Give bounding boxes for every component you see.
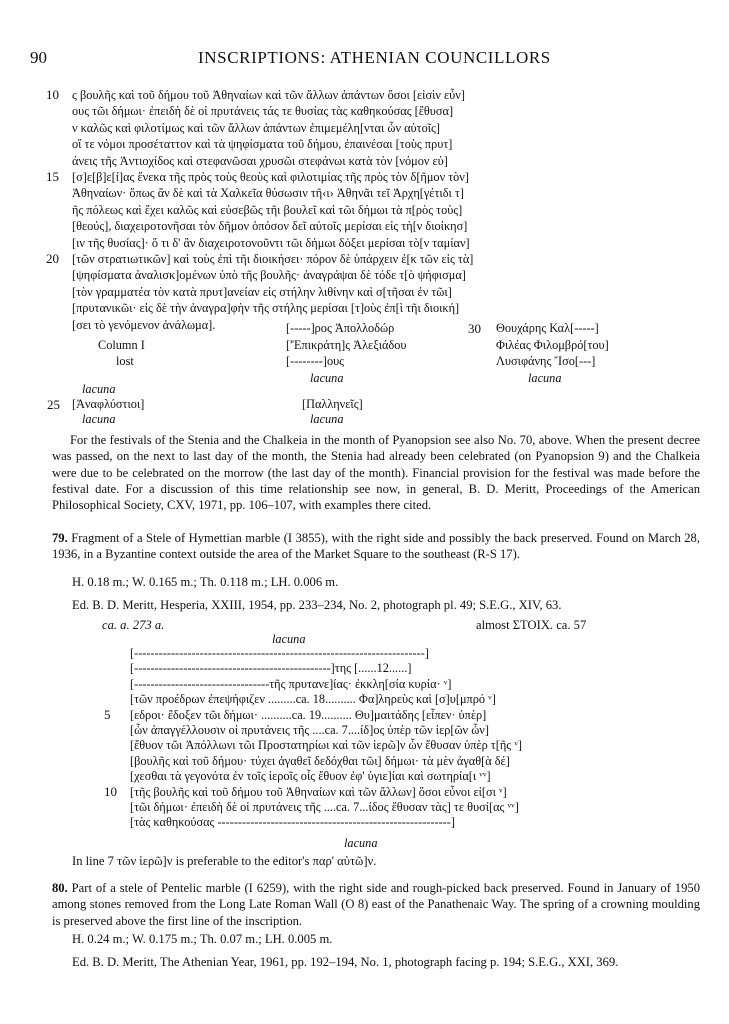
inscription-line-text: [πρυτανικῶι· εἰς δὲ τὴν ἀναγρα]φὴν τῆς στήλης μερίσαι [τ]οὺς ἐπ[ὶ τῆι διοική] bbox=[72, 301, 460, 316]
line-number: 10 bbox=[46, 87, 59, 102]
inscription-line-text: [σει τὸ γενόμενον ἀνάλωμα]. bbox=[72, 317, 216, 332]
item-79-stoichedon: almost ΣΤΟΙΧ. ca. 57 bbox=[476, 618, 587, 632]
commentary-paragraph: For the festivals of the Stenia and the Chalkeia in the month of Pyanopsion see also No. 70, above. When the present decree was passed, on the next to last day of the month, the Stenia had already been celebrated (on Pyanopsion 9) and the Chalkeia were due to be celebrated on the morrow (the last day of the month). Financial provision for the festival was made before the festival date. For a discussion of this time relationship see now, in general, B. D. Meritt, Proceedings of the American Philosophical Society, CXV, 1971, pp. 106–107, with examples there cited. bbox=[52, 433, 700, 513]
inscription-line-text: [τῆς βουλῆς καὶ τοῦ δήμου τοῦ Ἀθηναίων καὶ τῶν ἄλλων] ὅσοι εὖνοι εἰ[σι ᵛ] bbox=[130, 784, 507, 799]
lacuna-label: lacuna bbox=[82, 382, 116, 396]
lacuna-label: lacuna bbox=[310, 371, 344, 385]
lacuna-label: lacuna bbox=[344, 836, 378, 850]
item-80-edition: Ed. B. D. Meritt, The Athenian Year, 1961, pp. 192–194, No. 1, photograph facing p. 194; S.E.G., XXI, 369. bbox=[72, 955, 619, 969]
inscription-line-text: [χεσθαι τὰ γεγονότα ἐν τοῖς ἱεροῖς οἷς ἔθυον ἐφ' ὑγιε]ίαι καὶ σωτηρία[ι ᵛᵛ] bbox=[130, 769, 491, 784]
name-line: Θουχάρης Καλ[-----] bbox=[496, 321, 599, 335]
item-79-date: ca. a. 273 a. bbox=[102, 618, 165, 632]
inscription-line-text: [τὰς καθηκούσας ---------------------------------------------------------] bbox=[130, 815, 455, 830]
item-79-edition: Ed. B. D. Meritt, Hesperia, XXIII, 1954, pp. 233–234, No. 2, photograph pl. 49; S.E.G., XIV, 63. bbox=[72, 598, 562, 612]
inscription-line-text: ῆς πόλεως καὶ ἔχει καλῶς καὶ εὐσεβῶς τῆι βουλεῖ καὶ τῶι δήμωι τὰ π[ρὸς τοὺς] bbox=[72, 202, 463, 217]
item-description: Fragment of a Stele of Hymettian marble (I 3855), with the right side and possibly the back preserved. Found on March 28, 1936, in a Byzantine context outside the area of the Market Square to the southeast (R-S 17). bbox=[52, 531, 700, 562]
lacuna-label: lacuna bbox=[272, 632, 306, 646]
item-80-dimensions: H. 0.24 m.; W. 0.175 m.; Th. 0.07 m.; LH. 0.005 m. bbox=[72, 932, 333, 946]
column-title: Column I bbox=[98, 338, 145, 352]
name-line: Λυσιφάνης Ἴσο[---] bbox=[496, 354, 596, 368]
inscription-line-text: ν καλῶς καὶ φιλοτίμως καὶ τῶν ἄλλων ἁπάντων ἐπιμεμέλη[νται ὧν αὐτοῖς] bbox=[72, 120, 440, 135]
name-line: ['Ἐπικράτη]ς Ἀλεξιάδου bbox=[286, 338, 407, 352]
inscription-line-text: άνεις τῆς Ἀντιοχίδος καὶ στεφανῶσαι χρυσῶι στεφάνωι κατὰ τὸν [νόμον εὐ] bbox=[72, 153, 448, 168]
item-number: 79. bbox=[52, 531, 68, 545]
inscription-line-text: [βουλῆς καὶ τοῦ δήμου· τύχει ἀγαθεῖ δεδόχθαι τῶι] δήμωι· τὰ μὲν ἀγαθ[ὰ δέ] bbox=[130, 753, 510, 768]
inscription-line-text: [-----------------------------------------------------------------------] bbox=[130, 646, 429, 660]
inscription-line-text: [ὧν ἀπαγγέλλουσιν οἱ πρυτάνεις τῆς ....ca. 7....ίδ]ος ὑπὲρ τῶν ἱερ[ῶν ὧν] bbox=[130, 723, 489, 737]
name-line: Φιλέας Φιλομβρό[του] bbox=[496, 338, 609, 352]
name-line: [-----]ρος Ἀπολλοδώρ bbox=[286, 321, 395, 335]
inscription-line-text: [σ]ε[β]ε[ί]ας ἕνεκα τῆς πρὸς τοὺς θεοὺς καὶ φιλοτιμίας τῆς πρὸς τὸν δ[ῆμον τὸν] bbox=[72, 170, 469, 184]
line-number: 30 bbox=[468, 321, 481, 336]
lacuna-label: lacuna bbox=[82, 412, 116, 426]
page-title: INSCRIPTIONS: ATHENIAN COUNCILLORS bbox=[198, 48, 551, 67]
line-number: 20 bbox=[46, 251, 59, 266]
lacuna-label: lacuna bbox=[310, 412, 344, 426]
inscription-line-text: [τῶι δήμωι· ἐπειδὴ δὲ οἱ πρυτάνεις τῆς ....ca. 7...ίδος ἔθυσαν τὰς] τε θυσί[ας ᵛᵛ] bbox=[130, 800, 519, 814]
inscription-line-text: [τῶν προέδρων ἐπεψήφιζεν .........ca. 18.......... Φα]ληρεὺς καὶ [σ]υ[μπρό ᵛ] bbox=[130, 692, 496, 707]
item-79-description bbox=[52, 530, 700, 563]
inscription-line-text: [τὸν γραμματέα τὸν κατὰ πρυτ]ανείαν εἰς στήλην λιθίνην καὶ σ[τῆσαι ἐν τῶι] bbox=[72, 284, 452, 299]
page-number: 90 bbox=[30, 48, 47, 67]
inscription-line-text: [τῶν στρατιωτικῶν] καὶ τοὺς ἐπὶ τῆι διοικήσει· πόρον δὲ ὑπάρχειν ἐ[κ τῶν εἰς τὰ] bbox=[72, 252, 474, 266]
column-lost: lost bbox=[116, 354, 134, 368]
inscription-line-text: [------------------------------------------------]της [......12......] bbox=[130, 661, 412, 676]
item-number: 80. bbox=[52, 881, 68, 895]
line-number: 10 bbox=[104, 783, 117, 799]
line-number: 15 bbox=[46, 169, 59, 184]
inscription-line-text: ους τῶι δήμωι· ἐπειδὴ δὲ οἱ πρυτάνεις τάς τε θυσίας τὰς καθηκούσας [ἔθυσα] bbox=[72, 104, 454, 119]
line-number: 25 bbox=[47, 397, 60, 412]
item-80-description bbox=[52, 880, 700, 929]
item-description: Part of a stele of Pentelic marble (I 6259), with the right side and rough-picked back preserved. Found in January of 1950 among stones removed from the Long Late Roman Wall (O 8) east of the Panathenaic Way. The spring of a crowning moulding is preserved above the first line of the inscription. bbox=[52, 881, 700, 928]
item-79-note: In line 7 τῶν ἱερῶ]ν is preferable to the editor's παρ' αὐτῶ]ν. bbox=[72, 854, 377, 868]
inscription-line-text: [εδροι· ἔδοξεν τῶι δήμωι· ..........ca. 19.......... Θυ]μαιτάδης [εἶπεν· ὑπὲρ] bbox=[130, 707, 487, 722]
inscription-line-text: ς βουλῆς καὶ τοῦ δήμου τοῦ Ἀθηναίων καὶ τῶν ἄλλων ἁπάντων ὅσοι [εἰσὶν εὖν] bbox=[72, 88, 465, 102]
inscription-line-text: [ιν τῆς θυσίας]· ὅ τι δ' ἂν διαχειροτονοῦντι τῶι δήμωι δόξει μερίσαι τὸ[ν ταμίαν] bbox=[72, 235, 470, 250]
inscription-line-text: [ψηφίσματα ἀναλισκ]ομένων ὑπὸ τῆς βουλῆς· ἀναγράψαι δὲ τόδε τ[ὸ ψήφισμα] bbox=[72, 268, 466, 283]
inscription-line-text: [θεούς], διαχειροτονῆσαι τὸν δῆμον ὁπόσον δεῖ αὐτοῖς μερίσαι εἰς τὴ[ν διοίκησ] bbox=[72, 219, 468, 234]
item-79-dimensions: H. 0.18 m.; W. 0.165 m.; Th. 0.118 m.; LH. 0.006 m. bbox=[72, 575, 339, 589]
name-line: [--------]ους bbox=[286, 354, 345, 368]
inscription-line-text: [ἔθυον τῶι Ἀπόλλωνι τῶι Προστατηρίωι καὶ τῶν ἱερῶ]ν ὧν ἔθυσαν ὑπὲρ τ[ῆς ᵛ] bbox=[130, 738, 522, 753]
inscription-line-text: οἵ τε νόμοι προσέταττον καὶ τὰ ψηφίσματα τοῦ δήμου, ἐπαινέσαι [τοὺς πρυτ] bbox=[72, 137, 453, 152]
deme-heading: [Ἀναφλύστιοι] bbox=[72, 397, 145, 411]
inscription-line-text: Ἀθηναίων· ὅπως ἂν δὲ καὶ τὰ Χαλκεῖα θύσωσιν τῆ‹ι› Ἀθηνᾶι τεῖ Ἀρχη[γέτιδι τ] bbox=[72, 186, 464, 201]
deme-heading: [Παλληνεῖς] bbox=[302, 397, 363, 411]
lacuna-label: lacuna bbox=[528, 371, 562, 385]
line-number: 5 bbox=[104, 706, 111, 722]
page-header bbox=[30, 48, 700, 70]
inscription-line-text: [---------------------------------τῆς πρυτανε]ίας· ἐκκλη[σία κυρία· ᵛ] bbox=[130, 676, 452, 691]
